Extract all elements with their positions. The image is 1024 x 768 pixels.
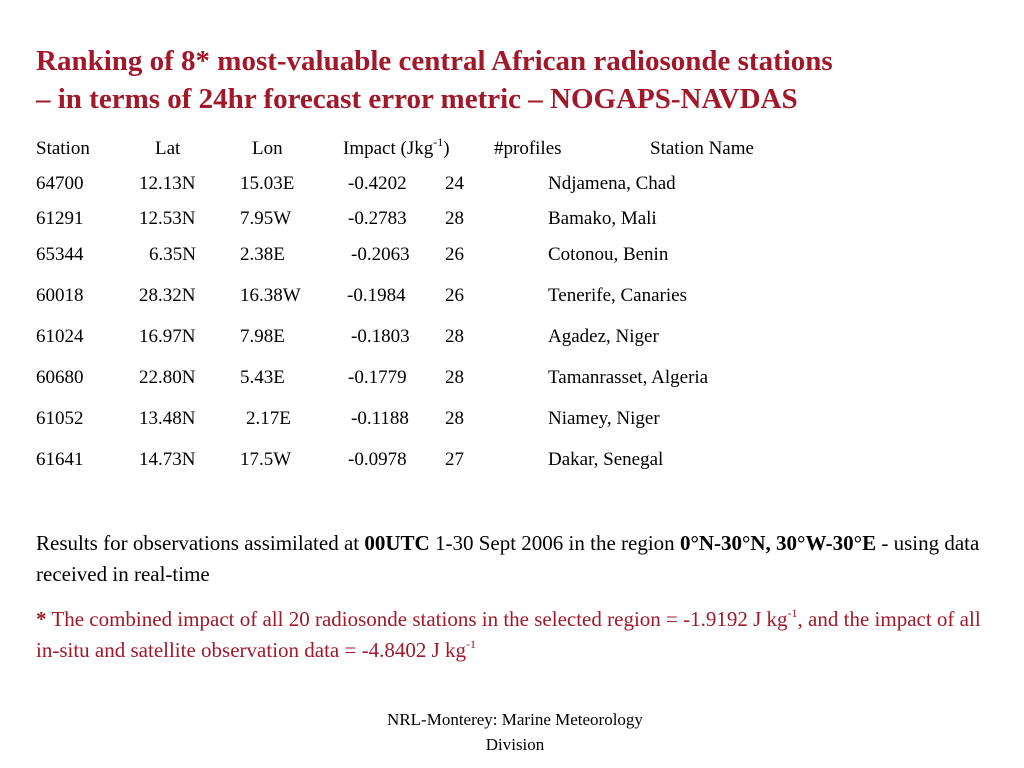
footnote-text-1: The combined impact of all 20 radiosonde stations in the selected region = -1.9192 J kg [46, 607, 788, 631]
page-title-line-2: – in terms of 24hr forecast error metric – NOGAPS-NAVDAS [36, 83, 798, 115]
cell-profiles: 28 [445, 326, 464, 347]
cell-station: 60018 [36, 285, 84, 306]
footer-line-2: Division [485, 735, 545, 754]
footer-line-1: NRL-Monterey: Marine Meteorology [387, 710, 643, 729]
cell-lon: 7.98E [240, 326, 285, 347]
cell-station: 60680 [36, 367, 84, 388]
footnote-text-2: , and the impact of all in-situ and satellite observation data = -4.8402 J kg [36, 607, 981, 662]
results-description [36, 528, 996, 590]
cell-impact: -0.1803 [351, 326, 410, 347]
header-profiles: #profiles [494, 138, 562, 159]
cell-station-name: Niamey, Niger [548, 408, 660, 429]
cell-station-name: Agadez, Niger [548, 326, 659, 347]
cell-profiles: 28 [445, 367, 464, 388]
header-lat: Lat [155, 138, 181, 159]
cell-impact: -0.1188 [351, 408, 409, 429]
slide-footer [360, 707, 670, 757]
cell-station-name: Tamanrasset, Algeria [548, 367, 709, 388]
header-station-name: Station Name [650, 138, 754, 159]
cell-profiles: 24 [445, 173, 464, 194]
cell-impact: -0.0978 [348, 449, 407, 470]
cell-station-name: Bamako, Mali [548, 208, 657, 229]
cell-lat: 28.32N [139, 285, 196, 306]
cell-impact: -0.2783 [348, 208, 407, 229]
cell-lat: 13.48N [139, 408, 196, 429]
results-text-2: 1-30 Sept 2006 in the region [429, 531, 680, 555]
cell-lon: 15.03E [240, 173, 295, 194]
results-region: 0°N-30°N, 30°W-30°E [679, 531, 877, 555]
cell-lon: 16.38W [240, 285, 301, 306]
cell-lon: 17.5W [240, 449, 292, 470]
cell-lat: 6.35N [149, 244, 196, 265]
cell-lat: 16.97N [139, 326, 196, 347]
cell-profiles: 26 [445, 285, 464, 306]
cell-lon: 2.17E [246, 408, 291, 429]
cell-lon: 5.43E [240, 367, 285, 388]
results-text-1: Results for observations assimilated at [36, 531, 365, 555]
header-impact [343, 134, 450, 160]
cell-profiles: 27 [445, 449, 464, 470]
cell-lon: 2.38E [240, 244, 285, 265]
page-title [36, 42, 996, 118]
cell-lat: 12.13N [139, 173, 196, 194]
cell-station: 64700 [36, 173, 84, 194]
header-impact-text: Impact (Jkg [343, 138, 434, 159]
cell-impact: -0.1779 [348, 367, 407, 388]
header-station: Station [36, 138, 90, 159]
footnote-sup-2: -1 [466, 637, 477, 651]
header-impact-close: ) [443, 138, 450, 159]
header-lon: Lon [252, 138, 283, 159]
cell-station: 61641 [36, 449, 84, 470]
cell-lat: 22.80N [139, 367, 196, 388]
footnote [36, 604, 996, 666]
cell-station-name: Ndjamena, Chad [548, 173, 676, 194]
cell-station: 61052 [36, 408, 84, 429]
cell-profiles: 28 [445, 208, 464, 229]
cell-station-name: Cotonou, Benin [548, 244, 669, 265]
cell-impact: -0.1984 [347, 285, 406, 306]
cell-lat: 14.73N [139, 449, 196, 470]
footnote-marker: * [36, 607, 47, 631]
cell-station: 65344 [36, 244, 84, 265]
results-time: 00UTC [364, 531, 430, 555]
cell-profiles: 28 [445, 408, 464, 429]
results-text-3: - using data received in real-time [36, 531, 980, 586]
cell-profiles: 26 [445, 244, 464, 265]
cell-lat: 12.53N [139, 208, 196, 229]
cell-station: 61024 [36, 326, 84, 347]
cell-station: 61291 [36, 208, 84, 229]
footnote-sup-1: -1 [787, 606, 798, 620]
header-impact-sup: -1 [433, 134, 444, 149]
cell-lon: 7.95W [240, 208, 292, 229]
cell-impact: -0.4202 [348, 173, 407, 194]
page-title-line-1: Ranking of 8* most-valuable central African radiosonde stations [36, 45, 833, 77]
cell-impact: -0.2063 [351, 244, 410, 265]
cell-station-name: Dakar, Senegal [548, 449, 664, 470]
cell-station-name: Tenerife, Canaries [548, 285, 687, 306]
